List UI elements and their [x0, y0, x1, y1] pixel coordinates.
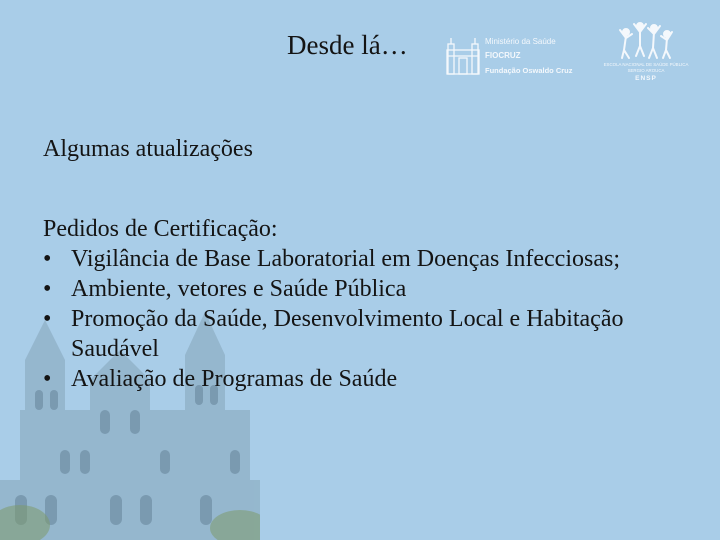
bullet-icon: • [43, 246, 52, 272]
section-heading: Pedidos de Certificação: [43, 216, 278, 242]
fiocruz-ministry-label: Ministério da Saúde [485, 37, 556, 46]
ensp-people-icon [618, 18, 674, 62]
ensp-school-label: ESCOLA NACIONAL DE SAÚDE PÚBLICA [603, 62, 689, 67]
fiocruz-logo [445, 34, 595, 82]
fiocruz-castle-icon [445, 36, 481, 76]
slide-subtitle: Algumas atualizações [43, 136, 253, 162]
bullet-icon: • [43, 276, 52, 302]
list-item-text: Ambiente, vetores e Saúde Pública [71, 276, 407, 302]
fiocruz-name-label: FIOCRUZ [485, 51, 521, 60]
slide-body [43, 214, 663, 394]
ensp-sergio-arouca-label: SERGIO AROUCA [627, 68, 665, 73]
list-item-text: Avaliação de Programas de Saúde [71, 366, 398, 392]
ensp-logo [600, 18, 692, 90]
ensp-acronym-label: ENSP [635, 75, 657, 82]
slide-title: Desde lá… [287, 30, 408, 60]
certification-list [43, 244, 663, 394]
fiocruz-foundation-label: Fundação Oswaldo Cruz [485, 66, 573, 75]
list-item [43, 274, 663, 304]
bullet-icon: • [43, 306, 52, 332]
bullet-icon: • [43, 366, 52, 392]
list-item [43, 304, 663, 364]
list-item-text: Vigilância de Base Laboratorial em Doenças Infecciosas; [71, 246, 620, 272]
list-item-text: Promoção da Saúde, Desenvolvimento Local e Habitação Saudável [71, 306, 624, 362]
list-item [43, 244, 663, 274]
list-item [43, 364, 663, 394]
